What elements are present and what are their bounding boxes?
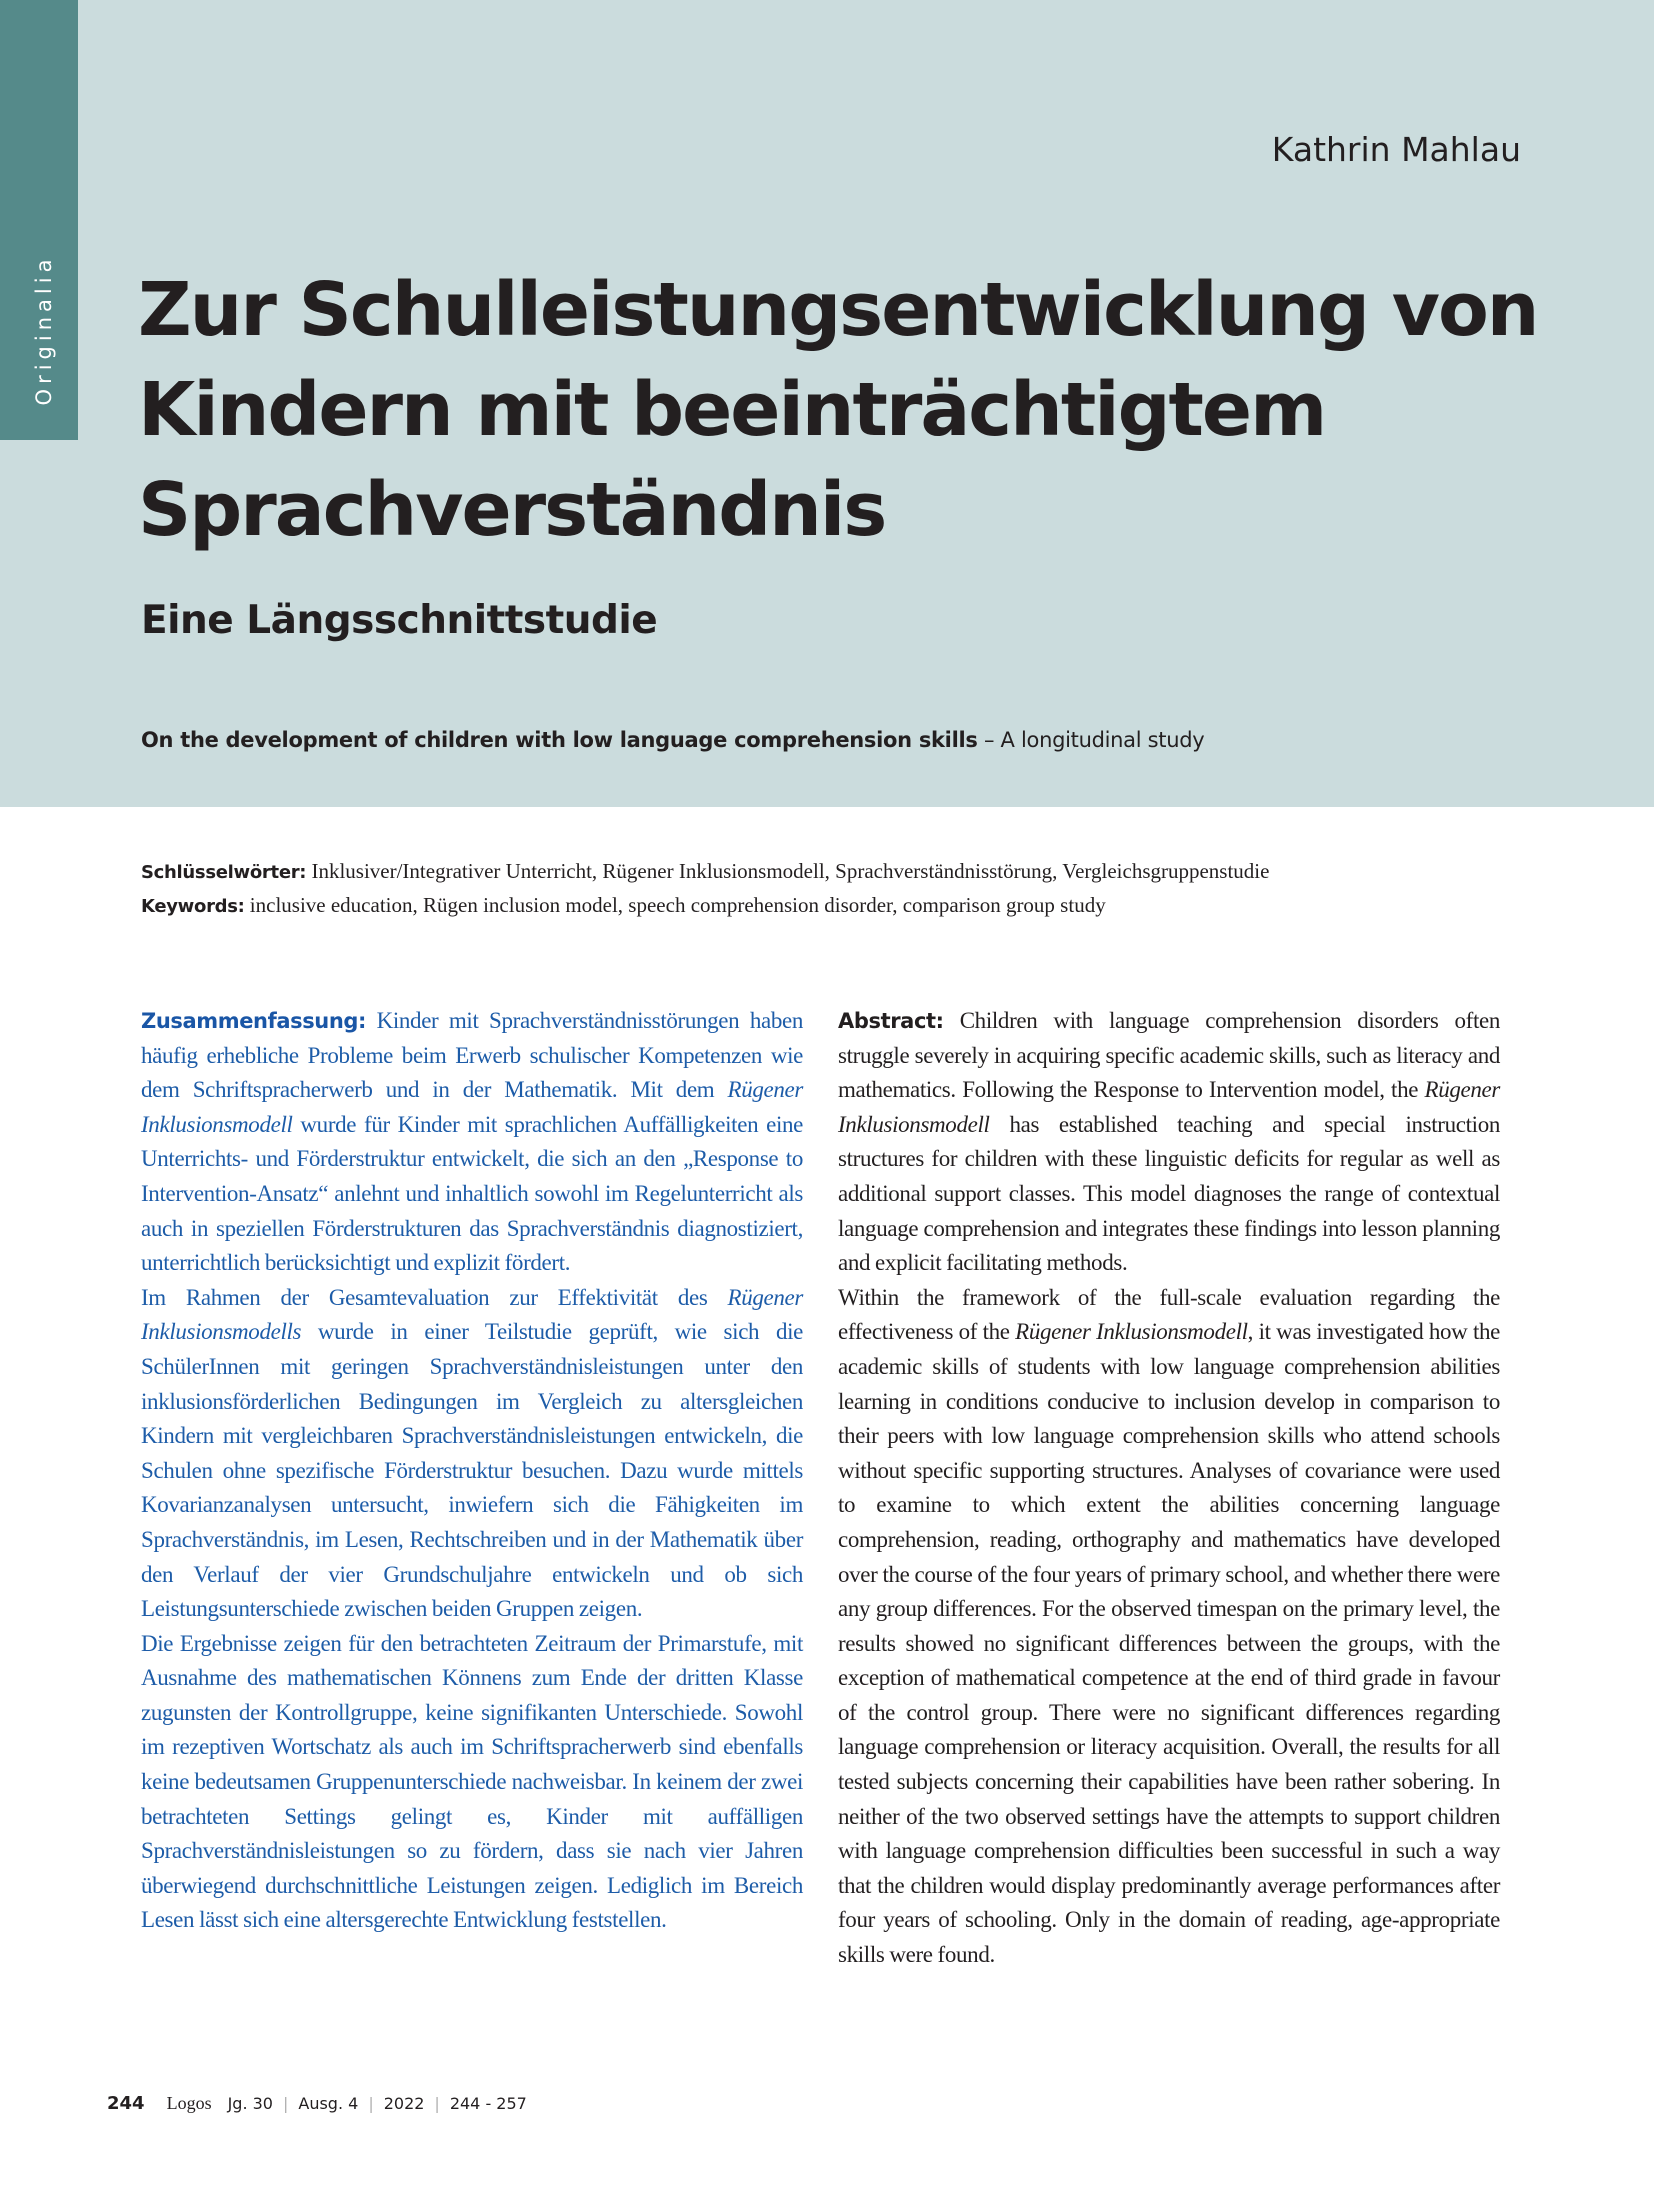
text-run: Im Rahmen der Gesamtevaluation zur Effektivität des xyxy=(141,1284,728,1310)
volume: Jg. 30 xyxy=(227,2094,273,2113)
text-run: Children with language comprehension disorders often struggle severely in acquiring specific academic skills, such as literacy and mathematics. Following the Response to Intervention model, the xyxy=(838,1008,1500,1103)
zusammenfassung-paragraph xyxy=(141,1281,803,1627)
keywords-de-text: Inklusiver/Integrativer Unterricht, Rügener Inklusionsmodell, Sprachverständnisstörung, Vergleichsgruppenstudie xyxy=(306,859,1270,883)
page-range: 244 - 257 xyxy=(449,2094,527,2113)
keywords-en-label: Keywords: xyxy=(141,896,245,917)
text-run: , it was investigated how the academic skills of students with low language comprehension abilities learning in conditions conducive to inclusion develop in comparison to their peers with low language comprehension skills who attend schools without specific supporting structures. Analyses of covariance were used to examine to which extent the abilities concerning language comprehension, reading, orthography and mathematics have developed over the course of the four years of primary school, and whether there were any group differences. For the observed timespan on the primary level, the results showed no significant differences between the groups, with the exception of mathematical competence at the end of third grade in favour of the control group. There were no significant differences regarding language comprehension or literacy acquisition. Overall, the results for all tested subjects concerning their capabilities have been rather sobering. In neither of the two observed settings have the attempts to support children with language comprehension difficulties been successful in such a way that the children would display predominantly average performances after four years of schooling. Only in the domain of reading, age-appropriate skills were found. xyxy=(838,1319,1500,1968)
page-footer xyxy=(107,2093,527,2114)
article-title: Zur Schulleistungsentwicklung von Kindern mit beeinträchtigtem Sprachverständnis xyxy=(138,267,1538,553)
emphasis: Rügener Inklusionsmodell xyxy=(838,1077,1500,1137)
keywords-de xyxy=(141,855,1541,889)
keywords-en xyxy=(141,889,1541,923)
zusammenfassung-column xyxy=(141,1004,803,1938)
section-tab-label: Originalia xyxy=(32,254,56,406)
english-title xyxy=(141,728,1204,752)
emphasis: Rügener Inklusionsmodell xyxy=(141,1077,803,1137)
zusammenfassung-paragraph: Die Ergebnisse zeigen für den betrachteten Zeitraum der Primarstufe, mit Ausnahme des mathematischen Könnens zum Ende der dritten Klasse zugunsten der Kontrollgruppe, keine signifikanten Unterschiede. Sowohl im rezeptiven Wortschatz als auch im Schriftspracherwerb sind ebenfalls keine bedeutsamen Gruppenunterschiede nachweisbar. In keinem der zwei betrachteten Settings gelingt es, Kinder mit auffälligen Sprachverständnisleistungen so zu fördern, dass sie nach vier Jahren überwiegend durchschnittliche Leistungen zeigen. Lediglich im Bereich Lesen lässt sich eine altersgerechte Entwicklung feststellen. xyxy=(141,1630,803,1933)
text-run: wurde in einer Teilstudie geprüft, wie sich die SchülerInnen mit geringen Sprachverständnisleistungen unter den inklusionsförderlichen Bedingungen im Vergleich zu altersgleichen Kindern mit vergleichbaren Sprachverständnisleistungen entwickeln, die Schulen ohne spezifische Förderstruktur besuchen. Dazu wurde mittels Kovarianzanalysen untersucht, inwiefern sich die Fähigkeiten im Sprachverständnis, im Lesen, Rechtschreiben und in der Mathematik über den Verlauf der vier Grundschuljahre entwickeln und ob sich Leistungsunterschiede zwischen beiden Gruppen zeigen. xyxy=(141,1319,803,1622)
english-title-rest: – A longitudinal study xyxy=(977,728,1205,752)
separator: | xyxy=(282,2094,289,2113)
year: 2022 xyxy=(383,2094,425,2113)
text-run: has established teaching and special instruction structures for children with these linguistic deficits for regular as well as additional support classes. This model diagnoses the range of contextual language comprehension and integrates these findings into lesson planning and explicit facilitating methods. xyxy=(838,1111,1500,1276)
issue: Ausg. 4 xyxy=(298,2094,359,2113)
abstract-paragraph xyxy=(838,1004,1500,1281)
author-name: Kathrin Mahlau xyxy=(1271,130,1521,169)
english-title-main: On the development of children with low language comprehension skills xyxy=(141,728,978,752)
abstract-paragraph xyxy=(838,1281,1500,1973)
abstract-label: Abstract: xyxy=(838,1009,944,1033)
zusammenfassung-label: Zusammenfassung: xyxy=(141,1009,367,1033)
keywords-en-text: inclusive education, Rügen inclusion model, speech comprehension disorder, comparison group study xyxy=(244,893,1106,917)
emphasis: Rügener Inklusionsmodell xyxy=(1015,1319,1248,1345)
section-tab xyxy=(0,0,78,440)
separator: | xyxy=(434,2094,440,2113)
zusammenfassung-paragraph xyxy=(141,1004,803,1281)
separator: | xyxy=(368,2094,374,2113)
keywords-de-label: Schlüsselwörter: xyxy=(141,862,307,883)
abstract-column xyxy=(838,1004,1500,1973)
text-run: Kinder mit Sprachverständnisstörungen haben häufig erhebliche Probleme beim Erwerb schulischer Kompetenzen wie dem Schriftspracherwerb und in der Mathematik. Mit dem xyxy=(141,1008,803,1103)
page-number: 244 xyxy=(107,2093,145,2114)
emphasis: Rügener Inklusionsmodells xyxy=(141,1284,803,1345)
journal-name: Logos xyxy=(166,2093,212,2113)
text-run: wurde für Kinder mit sprachlichen Auffälligkeiten eine Unterrichts- und Förderstruktur entwickelt, die sich an den „Response to Intervention-Ansatz“ anlehnt und inhaltlich sowohl im Regelunterricht als auch in speziellen Förderstrukturen das Sprachverständnis diagnostiziert, unterrichtlich berücksichtigt und explizit fördert. xyxy=(141,1111,803,1276)
keywords-block xyxy=(141,855,1541,923)
text-run: Within the framework of the full-scale evaluation regarding the effectiveness of the xyxy=(838,1284,1500,1345)
article-subtitle: Eine Längsschnittstudie xyxy=(141,598,658,643)
